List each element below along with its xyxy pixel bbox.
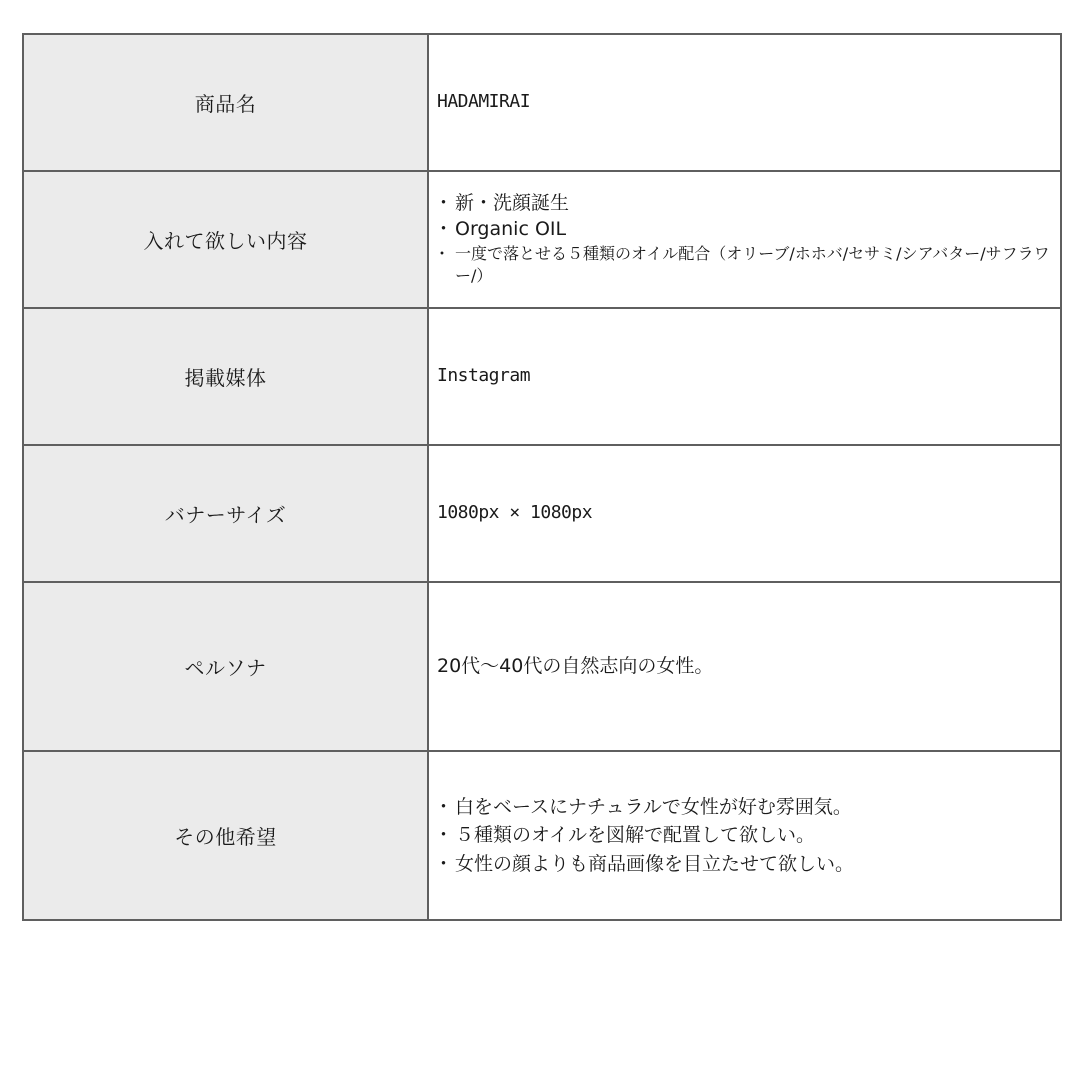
media-value: Instagram: [428, 308, 1061, 445]
product-name-value: HADAMIRAI: [428, 34, 1061, 171]
table-row-other-requests: [23, 751, 1061, 920]
table-row-persona: [23, 582, 1061, 751]
list-item: ・ 新・洗顔誕生: [437, 191, 1060, 217]
other-requests-list: [437, 793, 1060, 879]
content-value: [428, 171, 1061, 308]
table-row-banner-size: [23, 445, 1061, 582]
list-item: ・ 一度で落とせる５種類のオイル配合（オリーブ/ホホバ/セサミ/シアバター/サフラワー/）: [437, 243, 1060, 288]
list-item: ・ 白をベースにナチュラルで女性が好む雰囲気。: [437, 793, 1060, 822]
banner-size-value: 1080px × 1080px: [428, 445, 1061, 582]
table-row-media: [23, 308, 1061, 445]
table-row-content: [23, 171, 1061, 308]
row-label: バナーサイズ: [23, 445, 428, 582]
persona-value: 20代〜40代の自然志向の女性。: [428, 582, 1061, 751]
other-requests-value: [428, 751, 1061, 920]
row-label: 商品名: [23, 34, 428, 171]
list-item: ・ ５種類のオイルを図解で配置して欲しい。: [437, 821, 1060, 850]
requirements-table: [22, 33, 1062, 921]
list-item: ・ 女性の顔よりも商品画像を目立たせて欲しい。: [437, 850, 1060, 879]
table-row-product-name: [23, 34, 1061, 171]
list-item: ・ Organic OIL: [437, 217, 1060, 243]
row-label: 掲載媒体: [23, 308, 428, 445]
content-list: [437, 191, 1060, 287]
row-label: その他希望: [23, 751, 428, 920]
row-label: ペルソナ: [23, 582, 428, 751]
row-label: 入れて欲しい内容: [23, 171, 428, 308]
